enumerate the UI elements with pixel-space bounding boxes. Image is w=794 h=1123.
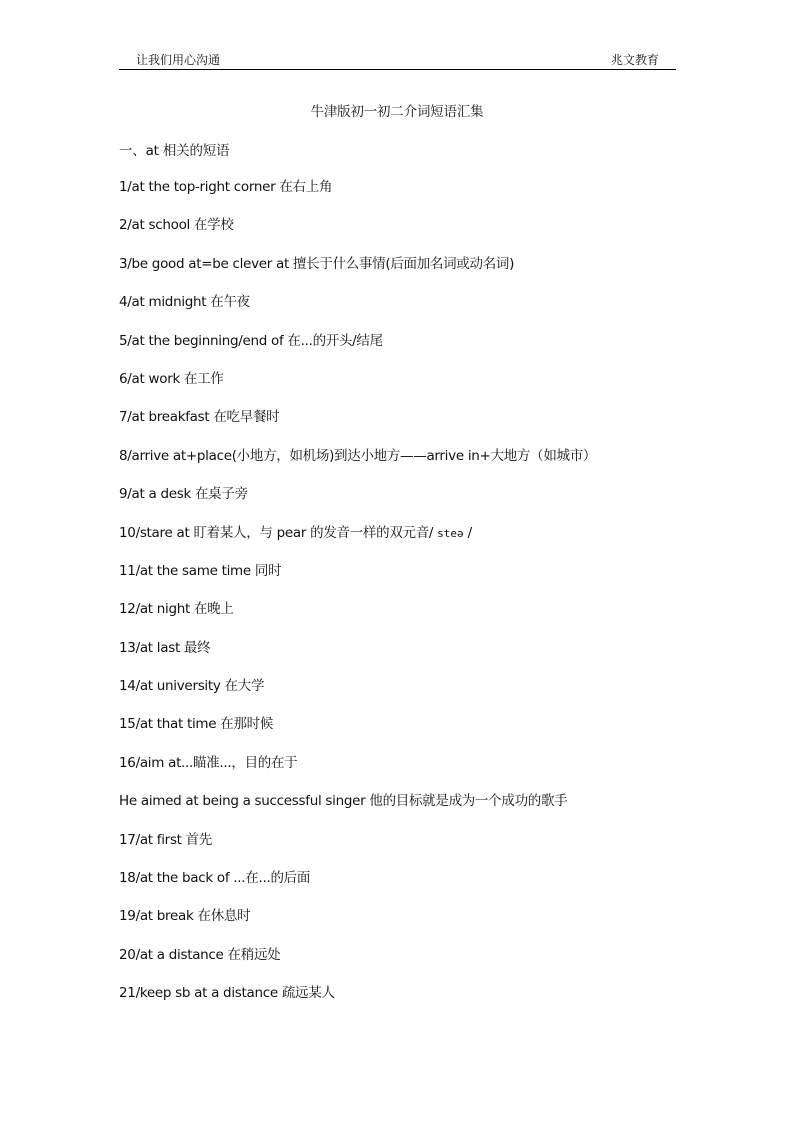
- phrase-item: 20/at a distance 在稍远处: [119, 946, 281, 963]
- phrase-item: 3/be good at=be clever at 擅长于什么事情(后面加名词或动名词): [119, 255, 515, 272]
- phrase-item: 15/at that time 在那时候: [119, 716, 274, 733]
- phrase-item: 18/at the back of ...在...的后面: [119, 870, 311, 887]
- phrase-list: [119, 177, 679, 1022]
- phrase-item: 5/at the beginning/end of 在...的开头/结尾: [119, 332, 383, 349]
- phrase-item: 14/at university 在大学: [119, 678, 265, 695]
- phrase-item: 6/at work 在工作: [119, 370, 224, 387]
- header-organization: 兆文教育: [610, 53, 659, 67]
- phrase-item: 2/at school 在学校: [119, 217, 234, 234]
- phrase-item: 13/at last 最终: [119, 639, 211, 656]
- document-title: 牛津版初一初二介词短语汇集: [310, 104, 484, 120]
- phrase-text: 10/stare at 盯着某人，与 pear 的发音一样的双元音/: [119, 524, 438, 541]
- phrase-item-with-phonetic: [119, 523, 679, 561]
- phrase-item: 4/at midnight 在午夜: [119, 294, 250, 311]
- phrase-item: 11/at the same time 同时: [119, 562, 282, 579]
- example-sentence: He aimed at being a successful singer 他的目标就是成为一个成功的歌手: [119, 793, 568, 810]
- header-slogan: 让我们用心沟通: [136, 53, 221, 67]
- phrase-item: 21/keep sb at a distance 疏远某人: [119, 985, 335, 1002]
- phrase-item: 17/at first 首先: [119, 831, 213, 848]
- phrase-item: 9/at a desk 在桌子旁: [119, 486, 248, 503]
- phrase-item: 8/arrive at+place(小地方，如机场)到达小地方——arrive in+大地方（如城市）: [119, 447, 597, 464]
- section-heading: 一、at 相关的短语: [119, 143, 230, 159]
- phonetic-symbol: steə: [437, 526, 464, 540]
- phrase-item: 7/at breakfast 在吃早餐时: [119, 409, 280, 426]
- page-header: [119, 49, 676, 70]
- phrase-item: 1/at the top-right corner 在右上角: [119, 179, 333, 195]
- phrase-item: 16/aim at...瞄准...，目的在于: [119, 754, 298, 771]
- phrase-suffix: /: [463, 524, 472, 541]
- phrase-item: 19/at break 在休息时: [119, 908, 251, 925]
- phrase-item: 12/at night 在晚上: [119, 601, 234, 618]
